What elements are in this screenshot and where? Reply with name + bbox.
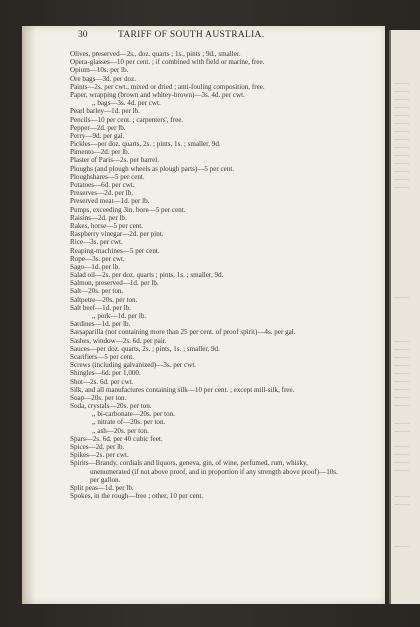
tariff-entry: Salt beef—1d. per lb.	[70, 303, 131, 312]
tariff-entry: Preserved meat—1d. per lb.	[70, 197, 150, 206]
tariff-entry: Olives, preserved—2s., doz. quarts ; 1s., pints ; 9d., smaller.	[70, 50, 241, 58]
tariff-entry: ,, bi-carbonate—20s. per ton.	[92, 410, 175, 419]
tariff-entry: Raspberry vinegar—2d. per pint.	[70, 230, 164, 239]
tariff-entry: Sauces—per doz. quarts, 2s. ; pints, 1s. ; smaller, 9d.	[70, 344, 220, 353]
tariff-entry: Salt—20s. per ton.	[70, 287, 124, 296]
tariff-entry: Ploughshares—5 per cent.	[70, 172, 145, 181]
tariff-entry: Opera-glasses—10 per cent. ; if combined with field or marine, free.	[70, 58, 265, 67]
page-header	[78, 30, 353, 42]
tariff-entry: Rakes, horse—5 per cent.	[70, 221, 144, 230]
tariff-entry: Pickles—per doz. quarts, 2s. ; pints, 1s. ; smaller, 9d.	[70, 140, 221, 149]
tariff-entry: Spars—2s. 6d. per 40 cubic feet.	[70, 434, 163, 443]
tariff-entry: Opium—10s. per lb.	[70, 66, 129, 75]
tariff-entry: Scarifiers—5 per cent.	[70, 352, 135, 361]
tariff-entry: Silk, and all manufactures containing silk—10 per cent. ; except mill-silk, free.	[70, 385, 295, 394]
tariff-entry: Screws (including galvanized)—3s. per cwt.	[70, 361, 197, 370]
page-number: 30	[78, 30, 88, 40]
tariff-entry: Shot—2s. 6d. per cwt.	[70, 377, 134, 386]
tariff-entry: Spirits—Brandy, cordials and liquors, geneva, gin, of wine, perfumed, rum, whisky, unenumerated (if not above proof, and in proportion if any strength above proof)—10s. per gallon.	[70, 459, 338, 484]
tariff-entry: ,, pork—1d. per lb.	[92, 312, 147, 320]
tariff-entry: Shingles—6d. per 1,000.	[70, 369, 141, 378]
tariff-entry: Pumps, exceeding 3in. bore—5 per cent.	[70, 205, 186, 214]
tariff-entry: Ore bags—3d. per doz.	[70, 74, 136, 83]
tariff-entry: ,, ash—20s. per ton.	[92, 426, 149, 435]
tariff-entry: Ploughs (and plough wheels as plough parts)—5 per cent.	[70, 164, 235, 173]
adjacent-page-edge: ——— ——— ——— ——— ——— ——— ——— ——— ——— ——— ——— ——— ——— ——— ——— ——— ——— ——— ——— ——— ——— ——— ——— ——— ——— ——— ——— ——— ——— ——— ——— ——— ———	[389, 30, 420, 604]
tariff-entry: Pearl barley—1d. per lb.	[70, 107, 140, 116]
tariff-entry: Sago—1d. per lb.	[70, 262, 121, 271]
tariff-entry: Sardines—1d. per lb.	[70, 320, 131, 329]
tariff-entry: Rice—3s. per cwt.	[70, 238, 123, 247]
tariff-entry: Soda, crystals—20s. per ton.	[70, 402, 152, 411]
tariff-entry: ,, nitrate of—20s. per ton.	[92, 418, 166, 427]
tariff-entry: Preserves—2d. per lb.	[70, 189, 134, 198]
tariff-entry: Spices—2d. per lb.	[70, 443, 125, 451]
tariff-entry: Spikes—2s. per cwt.	[70, 451, 129, 460]
tariff-entry: Pencils—10 per cent. ; carpenters', free.	[70, 115, 184, 124]
tariff-entry: Potatoes—6d. per cwt.	[70, 181, 135, 189]
tariff-entry: Pimento—2d. per lb.	[70, 148, 130, 157]
tariff-entry: ,, bags—3s. 4d. per cwt.	[92, 99, 161, 108]
tariff-entry: Saltpetre—20s. per ton.	[70, 295, 138, 304]
tariff-entry: Sarsaparilla (not containing more than 25 per cent. of proof spirit)—4s. per gal.	[70, 328, 296, 337]
tariff-entry: Paper, wrapping (brown and whitey-brown)—3s. 4d. per cwt.	[70, 90, 245, 99]
tariff-entry-list	[70, 50, 348, 500]
tariff-entry: Rope—3s. per cwt.	[70, 254, 125, 263]
running-title: TARIFF OF SOUTH AUSTRALIA.	[118, 30, 265, 40]
tariff-entry: Plaster of Paris—2s. per barrel.	[70, 156, 160, 165]
tariff-entry: Spokes, in the rough—free ; other, 10 per cent.	[70, 492, 204, 501]
tariff-entry: Salad oil—2s. per doz. quarts ; pints, 1s. ; smaller, 9d.	[70, 271, 224, 280]
tariff-entry: Reaping-machines—5 per cent.	[70, 246, 160, 255]
tariff-entry: Salmon, preserved—1d. per lb.	[70, 279, 159, 288]
tariff-entry: Sashes, window—2s. 6d. per pair.	[70, 336, 167, 345]
tariff-entry: Soap—20s. per ton.	[70, 393, 127, 402]
tariff-entry: Perry—9d. per gal.	[70, 131, 125, 140]
tariff-entry: Pepper—2d. per lb.	[70, 123, 126, 132]
tariff-entry: Raisins—2d. per lb.	[70, 213, 127, 222]
tariff-entry: Paints—2s. per cwt., mixed or dried ; anti-fouling composition, free.	[70, 82, 265, 91]
tariff-entry: Split peas—1d. per lb.	[70, 483, 134, 492]
